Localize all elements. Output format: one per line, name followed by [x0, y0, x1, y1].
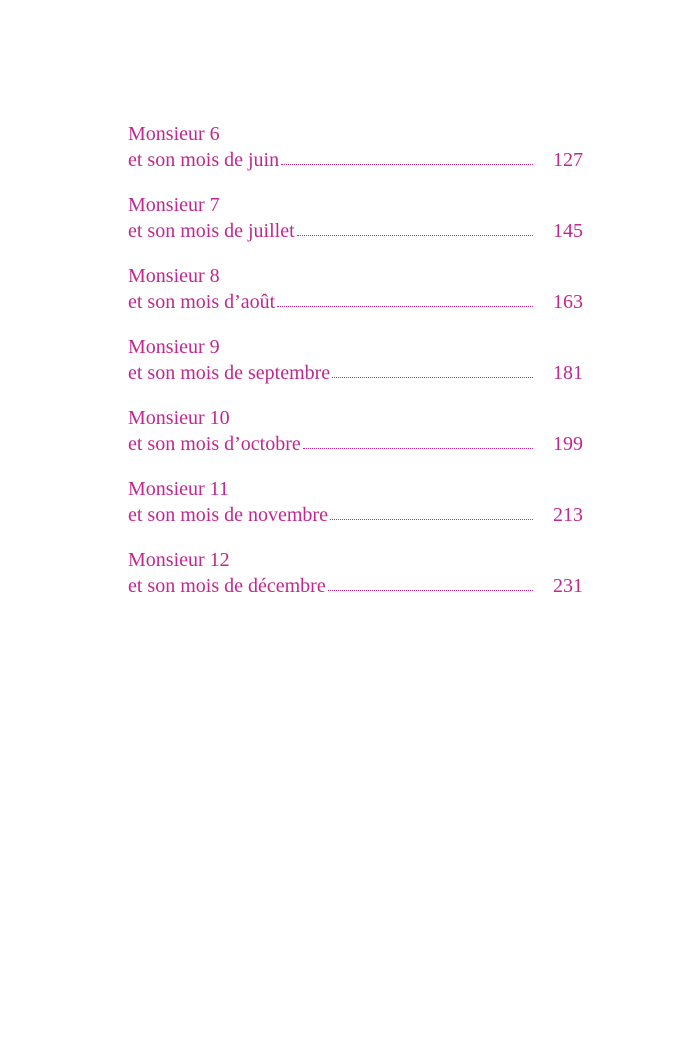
toc-entry-line	[128, 360, 583, 386]
toc-page-number: 127	[553, 149, 583, 171]
toc-entry-title: Monsieur 9	[128, 336, 220, 358]
toc-entry	[128, 547, 583, 618]
toc-entry-subtitle: et son mois d’octobre	[128, 433, 301, 455]
toc-entry-line	[128, 289, 583, 315]
toc-entry-title: Monsieur 8	[128, 265, 220, 287]
dot-leader	[303, 448, 533, 449]
toc-entry-line	[128, 218, 583, 244]
toc-entry-subtitle: et son mois de juillet	[128, 220, 295, 242]
toc-entry	[128, 476, 583, 547]
dot-leader	[332, 377, 533, 378]
dot-leader	[328, 590, 533, 591]
toc-entry-title: Monsieur 7	[128, 194, 220, 216]
dot-leader	[281, 164, 533, 165]
table-of-contents	[128, 121, 583, 618]
toc-entry-line	[128, 431, 583, 457]
toc-entry-subtitle: et son mois de décembre	[128, 575, 326, 597]
toc-entry	[128, 405, 583, 476]
toc-entry-line	[128, 147, 583, 173]
toc-entry-subtitle: et son mois de septembre	[128, 362, 331, 384]
toc-entry-title: Monsieur 12	[128, 549, 230, 571]
toc-page-number: 163	[553, 291, 583, 313]
toc-page-number: 199	[553, 433, 583, 455]
toc-entry	[128, 192, 583, 263]
toc-entry-title: Monsieur 10	[128, 407, 230, 429]
toc-page-number: 145	[553, 220, 583, 242]
toc-entry	[128, 263, 583, 334]
toc-page-number: 181	[553, 362, 583, 384]
toc-entry-subtitle: et son mois de novembre	[128, 504, 328, 526]
toc-entry	[128, 121, 583, 192]
dot-leader	[297, 235, 533, 236]
toc-entry-subtitle: et son mois de juin	[128, 149, 280, 171]
dot-leader	[330, 519, 533, 520]
toc-entry-line	[128, 502, 583, 528]
dot-leader	[277, 306, 533, 307]
toc-entry	[128, 334, 583, 405]
toc-entry-title: Monsieur 11	[128, 478, 229, 500]
toc-page-number: 231	[553, 575, 583, 597]
toc-entry-title: Monsieur 6	[128, 123, 220, 145]
toc-entry-subtitle: et son mois d’août	[128, 291, 276, 313]
toc-page-number: 213	[553, 504, 583, 526]
toc-entry-line	[128, 573, 583, 599]
